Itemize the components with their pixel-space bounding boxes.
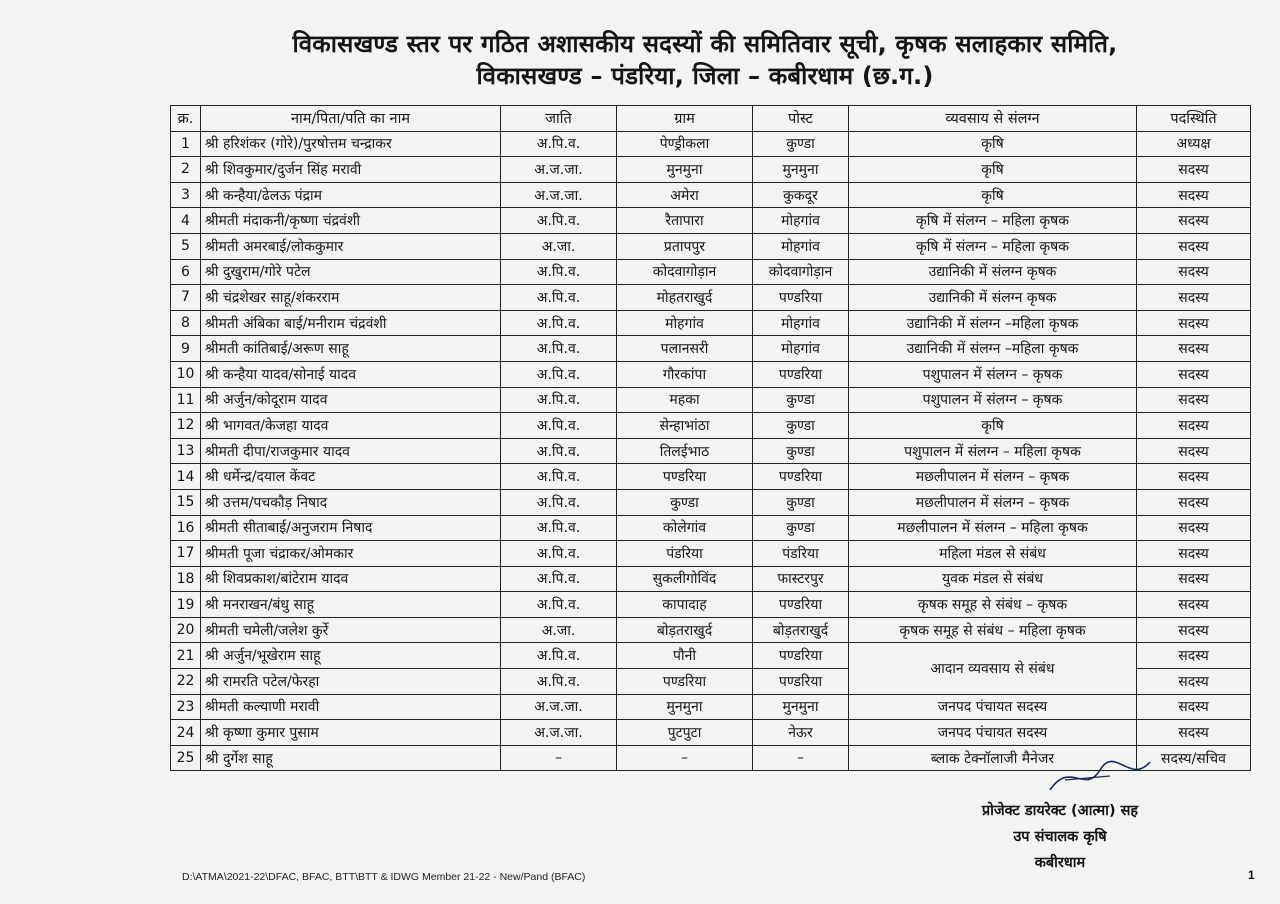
post-cell: पण्डरिया [753,643,849,669]
row-number: 2 [171,157,201,183]
caste-cell: अ.ज.जा. [501,694,617,720]
row-number: 12 [171,413,201,439]
header-cell: नाम/पिता/पति का नाम [201,106,501,132]
occupation-cell: महिला मंडल से संबंध [849,541,1137,567]
member-name: श्री कन्हैया/ढेलऊ पंद्राम [201,182,501,208]
member-name: श्रीमती मंदाकनी/कृष्णा चंद्रवंशी [201,208,501,234]
row-number: 9 [171,336,201,362]
caste-cell: अ.पि.व. [501,413,617,439]
post-cell: मोहगांव [753,208,849,234]
village-cell: कुण्डा [617,489,753,515]
file-path: D:\ATMA\2021-22\DFAC, BFAC, BTT\BTT & IDWG Member 21-22 - New/Pand (BFAC) [182,871,586,883]
signature-department: उप संचालक कृषि [1013,829,1107,845]
post-cell: बोड़तराखुर्द [753,617,849,643]
position-cell: सदस्य [1137,541,1251,567]
member-name: श्री अर्जुन/कोदूराम यादव [201,387,501,413]
village-cell: पौनी [617,643,753,669]
occupation-cell: कृषि [849,157,1137,183]
header-cell: ग्राम [617,106,753,132]
caste-cell: अ.पि.व. [501,464,617,490]
village-cell: कापादाह [617,592,753,618]
position-cell: सदस्य [1137,617,1251,643]
table-row [171,233,1251,259]
signature-designation: प्रोजेक्ट डायरेक्ट (आत्मा) सह [981,803,1139,819]
member-name: श्री शिवकुमार/दुर्जन सिंह मरावी [201,157,501,183]
village-cell: रैतापारा [617,208,753,234]
position-cell: सदस्य [1137,566,1251,592]
member-name: श्री चंद्रशेखर साहू/शंकरराम [201,285,501,311]
table-row [171,643,1251,669]
post-cell: पण्डरिया [753,592,849,618]
table-row [171,285,1251,311]
caste-cell: अ.पि.व. [501,566,617,592]
occupation-cell: कृषि में संलग्न – महिला कृषक [849,233,1137,259]
position-cell: सदस्य [1137,310,1251,336]
post-cell: मोहगांव [753,233,849,259]
occupation-cell: पशुपालन में संलग्न – कृषक [849,387,1137,413]
row-number: 15 [171,489,201,515]
table-row [171,566,1251,592]
document-title [150,28,1260,92]
post-cell: मोहगांव [753,336,849,362]
occupation-cell: पशुपालन में संलग्न – महिला कृषक [849,438,1137,464]
position-cell: सदस्य [1137,438,1251,464]
table-row [171,489,1251,515]
table-row [171,592,1251,618]
village-cell: पण्डरिया [617,464,753,490]
position-cell: अध्यक्ष [1137,131,1251,157]
village-cell: मोहतराखुर्द [617,285,753,311]
caste-cell: अ.ज.जा. [501,157,617,183]
caste-cell: अ.पि.व. [501,387,617,413]
post-cell: कुण्डा [753,413,849,439]
table-row [171,413,1251,439]
signature-block [930,798,1190,876]
village-cell: पेण्ड्रीकला [617,131,753,157]
position-cell: सदस्य [1137,336,1251,362]
post-cell: पण्डरिया [753,669,849,695]
caste-cell: अ.पि.व. [501,336,617,362]
occupation-cell: मछलीपालन में संलग्न – कृषक [849,464,1137,490]
village-cell: पण्डरिया [617,669,753,695]
page-number: 1 [1248,868,1255,882]
position-cell: सदस्य [1137,592,1251,618]
post-cell: – [753,745,849,771]
row-number: 6 [171,259,201,285]
caste-cell: अ.पि.व. [501,541,617,567]
position-cell: सदस्य [1137,413,1251,439]
occupation-cell: मछलीपालन में संलग्न – महिला कृषक [849,515,1137,541]
village-cell: मुनमुना [617,694,753,720]
signature-district: कबीरधाम [1034,855,1086,871]
position-cell: सदस्य [1137,643,1251,669]
caste-cell: अ.पि.व. [501,285,617,311]
table-row [171,259,1251,285]
table-row [171,438,1251,464]
member-name: श्री धर्मेन्द्र/दयाल केंवट [201,464,501,490]
row-number: 24 [171,720,201,746]
member-name: श्री भागवत/केजहा यादव [201,413,501,439]
table-row [171,157,1251,183]
table-row [171,336,1251,362]
post-cell: कुण्डा [753,515,849,541]
post-cell: पंडरिया [753,541,849,567]
occupation-cell: उद्यानिकी में संलग्न कृषक [849,285,1137,311]
village-cell: पंडरिया [617,541,753,567]
post-cell: कुकदूर [753,182,849,208]
member-name: श्री कन्हैया यादव/सोनाई यादव [201,361,501,387]
row-number: 22 [171,669,201,695]
caste-cell: – [501,745,617,771]
table-body [171,131,1251,771]
member-name: श्रीमती पूजा चंद्राकर/ओमकार [201,541,501,567]
village-cell: सुकलीगोविंद [617,566,753,592]
row-number: 11 [171,387,201,413]
post-cell: कोदवागोड़ान [753,259,849,285]
position-cell: सदस्य [1137,157,1251,183]
post-cell: कुण्डा [753,438,849,464]
village-cell: बोड़तराखुर्द [617,617,753,643]
caste-cell: अ.जा. [501,617,617,643]
occupation-cell: कृषक समूह से संबंध – कृषक [849,592,1137,618]
table-row [171,464,1251,490]
member-name: श्रीमती सीताबाई/अनुजराम निषाद [201,515,501,541]
member-name: श्रीमती अमरबाई/लोककुमार [201,233,501,259]
occupation-cell: कृषि [849,131,1137,157]
village-cell: अमेरा [617,182,753,208]
position-cell: सदस्य [1137,464,1251,490]
post-cell: कुण्डा [753,489,849,515]
member-name: श्री शिवप्रकाश/बांटेराम यादव [201,566,501,592]
occupation-cell: ब्लाक टेक्नॉलाजी मैनेजर [849,745,1137,771]
member-name: श्रीमती दीपा/राजकुमार यादव [201,438,501,464]
row-number: 20 [171,617,201,643]
village-cell: प्रतापपुर [617,233,753,259]
caste-cell: अ.पि.व. [501,310,617,336]
member-name: श्रीमती कांतिबाई/अरूण साहू [201,336,501,362]
position-cell: सदस्य [1137,233,1251,259]
table-row [171,541,1251,567]
position-cell: सदस्य [1137,387,1251,413]
header-cell: पोस्ट [753,106,849,132]
table-row [171,694,1251,720]
table-row [171,208,1251,234]
row-number: 13 [171,438,201,464]
occupation-cell: कृषि [849,413,1137,439]
caste-cell: अ.पि.व. [501,643,617,669]
occupation-cell: जनपद पंचायत सदस्य [849,694,1137,720]
header-cell: जाति [501,106,617,132]
position-cell: सदस्य [1137,515,1251,541]
village-cell: पलानसरी [617,336,753,362]
position-cell: सदस्य [1137,208,1251,234]
post-cell: पण्डरिया [753,285,849,311]
village-cell: सेन्हाभांठा [617,413,753,439]
row-number: 19 [171,592,201,618]
table-row [171,310,1251,336]
village-cell: मुनमुना [617,157,753,183]
caste-cell: अ.पि.व. [501,592,617,618]
row-number: 14 [171,464,201,490]
caste-cell: अ.पि.व. [501,489,617,515]
village-cell: पुटपुटा [617,720,753,746]
member-name: श्री मनराखन/बंधु साहू [201,592,501,618]
member-name: श्रीमती चमेली/जलेश कुर्रे [201,617,501,643]
village-cell: महका [617,387,753,413]
row-number: 23 [171,694,201,720]
table-row [171,515,1251,541]
row-number: 25 [171,745,201,771]
table-row [171,387,1251,413]
row-number: 5 [171,233,201,259]
occupation-cell: युवक मंडल से संबंध [849,566,1137,592]
village-cell: तिलईभाठ [617,438,753,464]
post-cell: पण्डरिया [753,361,849,387]
member-name: श्रीमती अंबिका बाई/मनीराम चंद्रवंशी [201,310,501,336]
position-cell: सदस्य [1137,285,1251,311]
member-name: श्रीमती कल्याणी मरावी [201,694,501,720]
member-name: श्री अर्जुन/भूखेराम साहू [201,643,501,669]
caste-cell: अ.पि.व. [501,438,617,464]
post-cell: कुण्डा [753,131,849,157]
occupation-cell: उद्यानिकी में संलग्न –महिला कृषक [849,336,1137,362]
title-line-2: विकासखण्ड – पंडरिया, जिला – कबीरधाम (छ.ग.) [476,62,934,90]
village-cell: कोदवागोड़ान [617,259,753,285]
position-cell: सदस्य/सचिव [1137,745,1251,771]
position-cell: सदस्य [1137,259,1251,285]
position-cell: सदस्य [1137,720,1251,746]
occupation-cell: कृषि में संलग्न – महिला कृषक [849,208,1137,234]
row-number: 21 [171,643,201,669]
table-row [171,617,1251,643]
row-number: 4 [171,208,201,234]
position-cell: सदस्य [1137,361,1251,387]
village-cell: गौरकांपा [617,361,753,387]
header-cell: क्र. [171,106,201,132]
header-cell: पदस्थिति [1137,106,1251,132]
occupation-cell: उद्यानिकी में संलग्न कृषक [849,259,1137,285]
member-name: श्री उत्तम/पचकौड़ निषाद [201,489,501,515]
row-number: 7 [171,285,201,311]
position-cell: सदस्य [1137,669,1251,695]
row-number: 1 [171,131,201,157]
village-cell: मोहगांव [617,310,753,336]
caste-cell: अ.ज.जा. [501,720,617,746]
occupation-cell: मछलीपालन में संलग्न – कृषक [849,489,1137,515]
occupation-cell: कृषि [849,182,1137,208]
post-cell: मोहगांव [753,310,849,336]
post-cell: नेऊर [753,720,849,746]
caste-cell: अ.जा. [501,233,617,259]
position-cell: सदस्य [1137,182,1251,208]
table-row [171,182,1251,208]
occupation-cell: जनपद पंचायत सदस्य [849,720,1137,746]
member-name: श्री हरिशंकर (गोरे)/पुरषोत्तम चन्द्राकर [201,131,501,157]
post-cell: मुनमुना [753,157,849,183]
position-cell: सदस्य [1137,694,1251,720]
row-number: 16 [171,515,201,541]
member-name: श्री कृष्णा कुमार पुसाम [201,720,501,746]
post-cell: मुनमुना [753,694,849,720]
post-cell: कुण्डा [753,387,849,413]
member-name: श्री दुखुराम/गोरे पटेल [201,259,501,285]
village-cell: कोलेगांव [617,515,753,541]
table-row [171,720,1251,746]
post-cell: फास्टरपुर [753,566,849,592]
title-line-1: विकासखण्ड स्तर पर गठित अशासकीय सदस्यों की समितिवार सूची, कृषक सलाहकार समिति, [292,30,1118,58]
member-name: श्री दुर्गेश साहू [201,745,501,771]
caste-cell: अ.पि.व. [501,131,617,157]
row-number: 18 [171,566,201,592]
caste-cell: अ.पि.व. [501,259,617,285]
row-number: 3 [171,182,201,208]
header-cell: व्यवसाय से संलग्न [849,106,1137,132]
post-cell: पण्डरिया [753,464,849,490]
signature-mark [1040,750,1160,800]
members-table [170,105,1251,771]
caste-cell: अ.पि.व. [501,208,617,234]
occupation-cell: आदान व्यवसाय से संबंध [849,643,1137,694]
caste-cell: अ.पि.व. [501,669,617,695]
occupation-cell: पशुपालन में संलग्न – कृषक [849,361,1137,387]
row-number: 17 [171,541,201,567]
table-row [171,361,1251,387]
occupation-cell: कृषक समूह से संबंध – महिला कृषक [849,617,1137,643]
row-number: 8 [171,310,201,336]
table-header-row [171,106,1251,132]
caste-cell: अ.पि.व. [501,515,617,541]
village-cell: – [617,745,753,771]
position-cell: सदस्य [1137,489,1251,515]
row-number: 10 [171,361,201,387]
caste-cell: अ.पि.व. [501,361,617,387]
caste-cell: अ.ज.जा. [501,182,617,208]
occupation-cell: उद्यानिकी में संलग्न –महिला कृषक [849,310,1137,336]
table-row [171,131,1251,157]
member-name: श्री रामरति पटेल/फेरहा [201,669,501,695]
